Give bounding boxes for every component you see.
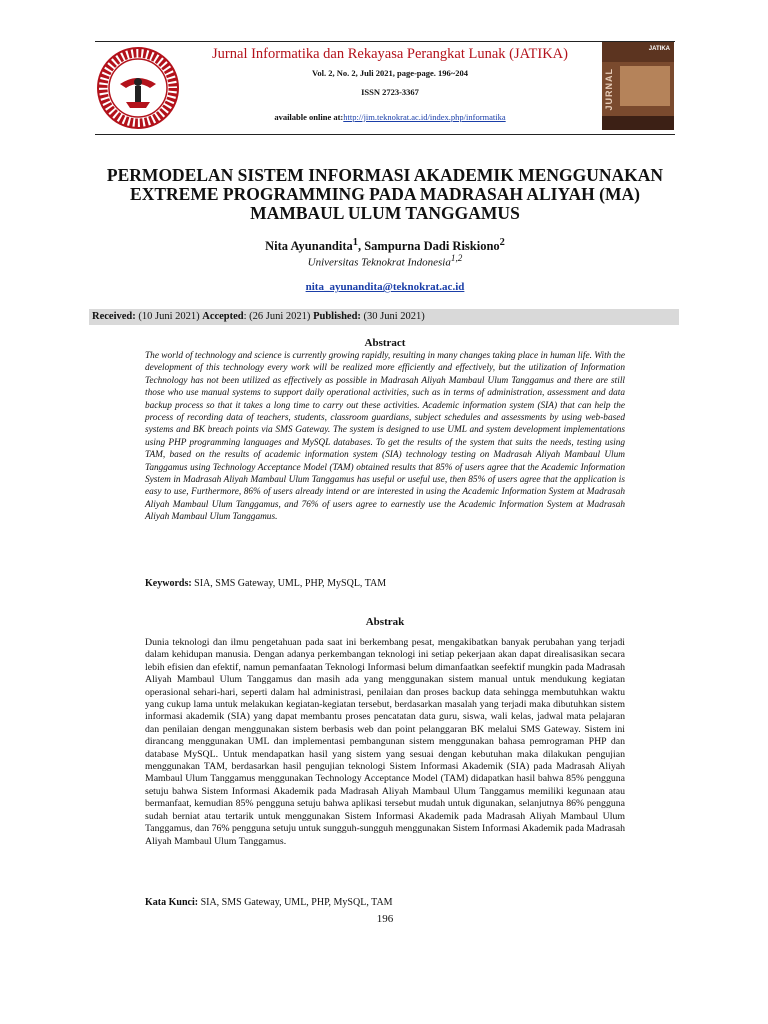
journal-issn: ISSN 2723-3367 <box>361 87 419 97</box>
journal-cover-image <box>602 42 674 130</box>
keywords-label: Keywords: <box>145 578 192 589</box>
cover-tag: JATIKA <box>648 46 670 52</box>
author-line <box>95 237 675 254</box>
availability-line <box>180 112 600 122</box>
header-top-rule <box>95 41 675 42</box>
header-bottom-rule <box>95 134 675 135</box>
author-separator: , <box>357 239 365 254</box>
abstrak-heading: Abstrak <box>365 616 405 628</box>
affiliation-name: Universitas Teknokrat Indonesia <box>307 256 451 269</box>
received-label: Received: <box>92 311 136 322</box>
abstract-heading: Abstract <box>364 337 406 349</box>
article-title: PERMODELAN SISTEM INFORMASI AKADEMIK MENGGUNAKAN EXTREME PROGRAMMING PADA MADRASAH ALIYAH (MA) MAMBAUL ULUM TANGGAMUS <box>106 165 664 223</box>
cover-bottom <box>602 116 674 130</box>
author-2-sup: 2 <box>499 237 505 248</box>
author-1-sup: 1 <box>352 237 358 248</box>
cover-box <box>620 66 670 106</box>
abstract-english-text: The world of technology and science is currently growing rapidly, resulting in many changes taking place in human life. With the development of this technology every work will be realized more efficiently and effectively, but the utilization of Information Technology has not been utilized as effectively as possible in Madrasah Aliyah Mambaul Ulum Tanggamus and there are still those who use manual systems to support daily operational activities, such as in terms of administration, assessment and data backup process so that it takes a long time to carry out these activities. Academic information system (SIA) that can help the process of recording data of teachers, students, classroom guardians, subject schedules and assessments by using web-based systems and BK breach points via SMS Gateway. The system is designed to use UML and system development implementations using PHP programming languages and MySQL databases. To get the results of the system that suits the needs, testing using TAM, based on the results of academic information system (SIA) technology testing on Madrasah Aliyah Mambaul Ulum Tanggamus using Technology Acceptance Model (TAM) obtained results that 85% of users agree that the Academic Information System in Madrasah Aliyah Mambaul Ulum Tanggamus has useful or useful use, then 85% of users agree that the application is easy to use, Furthermore, 86% of users already intend or are interested in using the Academic Information System at Madrasah Aliyah Mambaul Ulum Tanggamus, and 76% of users agree to earnestly use the Academic Information System at Madrasah Aliyah Mambaul Ulum Tanggamus. <box>145 351 625 523</box>
affiliation-sup: 1,2 <box>450 253 463 263</box>
affiliation <box>95 253 675 269</box>
kata-kunci-label: Kata Kunci: <box>145 897 199 908</box>
cover-band <box>602 42 674 62</box>
author-email-link[interactable]: nita_ayunandita@teknokrat.ac.id <box>305 281 465 293</box>
author-1: Nita Ayunandita <box>265 239 353 254</box>
keywords-indonesian <box>145 897 625 908</box>
page-number: 196 <box>376 913 394 925</box>
keywords-value: SIA, SMS Gateway, UML, PHP, MySQL, TAM <box>191 578 387 589</box>
university-seal-icon <box>96 46 180 130</box>
journal-url-link[interactable]: http://jim.teknokrat.ac.id/index.php/informatika <box>343 112 506 122</box>
kata-kunci-value: SIA, SMS Gateway, UML, PHP, MySQL, TAM <box>198 897 393 908</box>
author-2: Sampurna Dadi Riskiono <box>364 239 500 254</box>
journal-title: Jurnal Informatika dan Rekayasa Perangkat Lunak (JATIKA) <box>212 46 568 62</box>
keywords-english <box>145 578 625 589</box>
accepted-value: : (26 Juni 2021) <box>243 311 314 322</box>
abstract-indonesian-text: Dunia teknologi dan ilmu pengetahuan pada saat ini berkembang pesat, mengakibatkan banyak perubahan yang terjadi dalam kehidupan manusia. Dengan adanya perkembangan teknologi ini setiap pekerjaan akan dapat direalisasikan secara lebih efisien dan efektif, namun pemanfaatan Teknologi Informasi belum dimanfaatkan seefektif mungkin pada Madrasah Aliyah Mambaul Ulum Tanggamus dan masih ada yang menggunakan sistem manual untuk mendukung kegiatan operasional sehari-hari, seperti dalam hal administrasi, penilaian dan proses backup data sehingga membutuhkan waktu yang cukup lama untuk melakukan kegiatan-kegiatan tersebut, berdasarkan masalah yang terjadi maka dibutuhkan sistem informasi akademik (SIA) yang dapat membantu proses pencatatan data guru, siswa, wali kelas, jadwal mata pelajaran dan penilaian dengan menggunakan sistem berbasis web dan point pelanggaran BK melalui SMS Gateway. Sistem ini dirancang menggunakan UML dan implementasi pembangunan sistem menggunakan bahasa pemrograman PHP dan database MySQL. Untuk mendapatkan hasil yang sistem yang sesuai dengan kebutuhan maka dilakukan pengujian menggunakan TAM, berdasarkan hasil pengujian teknologi Sistem Informasi Akademik (SIA) pada Madrasah Aliyah Mambaul Ulum Tanggamus menggunakan Technology Acceptance Model (TAM) didapatkan hasil bahwa 85% pengguna setuju bahwa Sistem Informasi Akademik pada Madrasah Aliyah Mambaul Ulum Tanggamus memiliki kegunaan atau bermanfaat, kemudian 85% pengguna setuju bahwa aplikasi tersebut mudah untuk digunakan, selanjutnya 86% pengguna sudah berniat atau tertarik untuk menggunakan Sistem Informasi Akademik pada Madrasah Aliyah Mambaul Ulum Tanggamus, dan 76% pengguna setuju untuk sungguh-sungguh menggunakan Sistem Informasi Akademik pada Madrasah Aliyah Mambaul Ulum Tanggamus. <box>145 637 625 847</box>
received-value: (10 Juni 2021) <box>135 311 203 322</box>
cover-vertical-text: JURNAL <box>604 68 614 111</box>
published-label: Published: <box>313 311 361 322</box>
publication-dates-bar <box>89 309 679 325</box>
published-value: (30 Juni 2021) <box>360 311 425 322</box>
availability-label: available online at: <box>274 112 344 122</box>
journal-volume: Vol. 2, No. 2, Juli 2021, page-page. 196~204 <box>312 68 468 78</box>
accepted-label: Accepted <box>202 311 244 322</box>
